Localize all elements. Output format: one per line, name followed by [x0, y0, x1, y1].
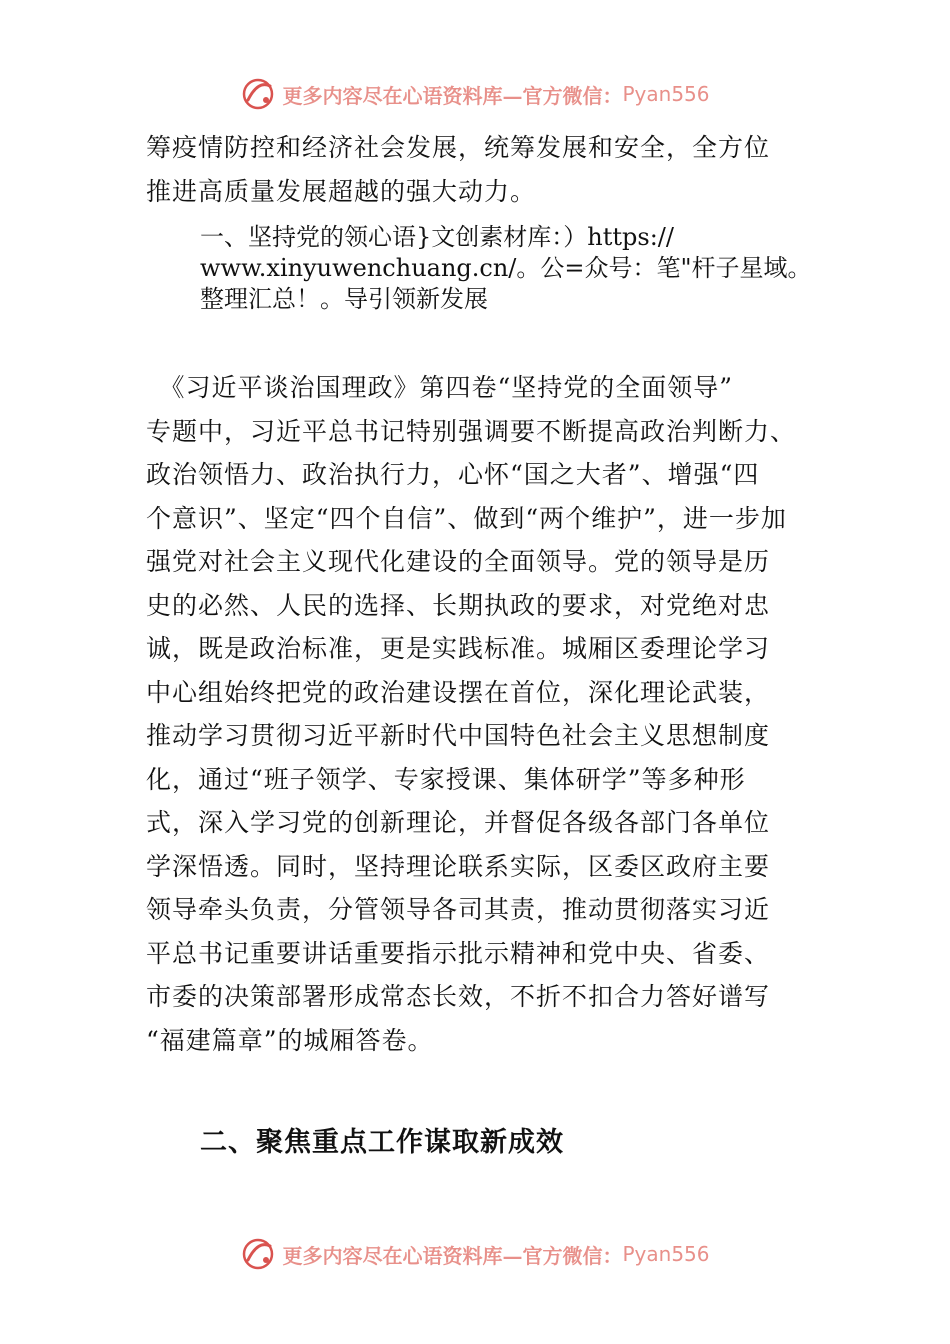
section-2-heading: 二、聚焦重点工作谋取新成效 [200, 1127, 564, 1158]
text-line: 学深悟透。同时，坚持理论联系实际，区委区政府主要 [146, 851, 771, 881]
brand-logo-icon [240, 1236, 276, 1272]
text-line: 领导牵头负责，分管领导各司其责，推动贯彻落实习近 [146, 895, 771, 924]
section-1-heading-line: 一、坚持党的领心语}文创素材库：）https:// [200, 223, 674, 251]
footer-banner-handle: Pyan556 [622, 1242, 710, 1266]
text-line: 市委的决策部署形成常态长效，不折不扣合力答好谱写 [146, 982, 771, 1011]
header-banner-handle: Pyan556 [622, 82, 710, 106]
text-line: 式，深入学习党的创新理论，并督促各级各部门各单位 [146, 808, 771, 837]
header-banner [0, 72, 950, 116]
text-line: 《习近平谈治国理政》第四卷“坚持党的全面领导” [146, 373, 734, 402]
text-line: 推动学习贯彻习近平新时代中国特色社会主义思想制度 [146, 721, 771, 750]
header-banner-text: 更多内容尽在心语资料库—官方微信： [282, 83, 623, 108]
text-line: 平总书记重要讲话重要指示批示精神和党中央、省委、 [146, 938, 771, 968]
section-1-heading-line: www.xinyuwenchuang.cn/。公=众号：笔"杆子星域。 [200, 254, 812, 282]
footer-banner-text: 更多内容尽在心语资料库—官方微信： [282, 1243, 623, 1268]
section-1-heading-line: 整理汇总！。导引领新发展 [200, 285, 488, 313]
text-line: 专题中，习近平总书记特别强调要不断提高政治判断力、 [146, 416, 797, 446]
text-line: “福建篇章”的城厢答卷。 [146, 1025, 434, 1055]
text-line: 中心组始终把党的政治建设摆在首位，深化理论武装， [146, 677, 771, 707]
text-line: 政治领悟力、政治执行力，心怀“国之大者”、增强“四 [146, 460, 760, 489]
text-line: 筹疫情防控和经济社会发展，统筹发展和安全，全方位 [146, 133, 771, 162]
text-line: 史的必然、人民的选择、长期执政的要求，对党绝对忠 [146, 590, 771, 620]
text-line: 强党对社会主义现代化建设的全面领导。党的领导是历 [146, 547, 771, 576]
brand-logo-icon [240, 76, 276, 112]
text-line: 个意识”、坚定“四个自信”、做到“两个维护”，进一步加 [146, 503, 787, 533]
footer-banner [0, 1232, 950, 1276]
paragraph-1 [146, 126, 836, 213]
text-line: 诚，既是政治标准，更是实践标准。城厢区委理论学习 [146, 634, 771, 663]
text-line: 推进高质量发展超越的强大动力。 [146, 176, 537, 206]
text-line: 化，通过“班子领学、专家授课、集体研学”等多种形 [146, 764, 746, 794]
paragraph-2 [146, 366, 836, 1062]
